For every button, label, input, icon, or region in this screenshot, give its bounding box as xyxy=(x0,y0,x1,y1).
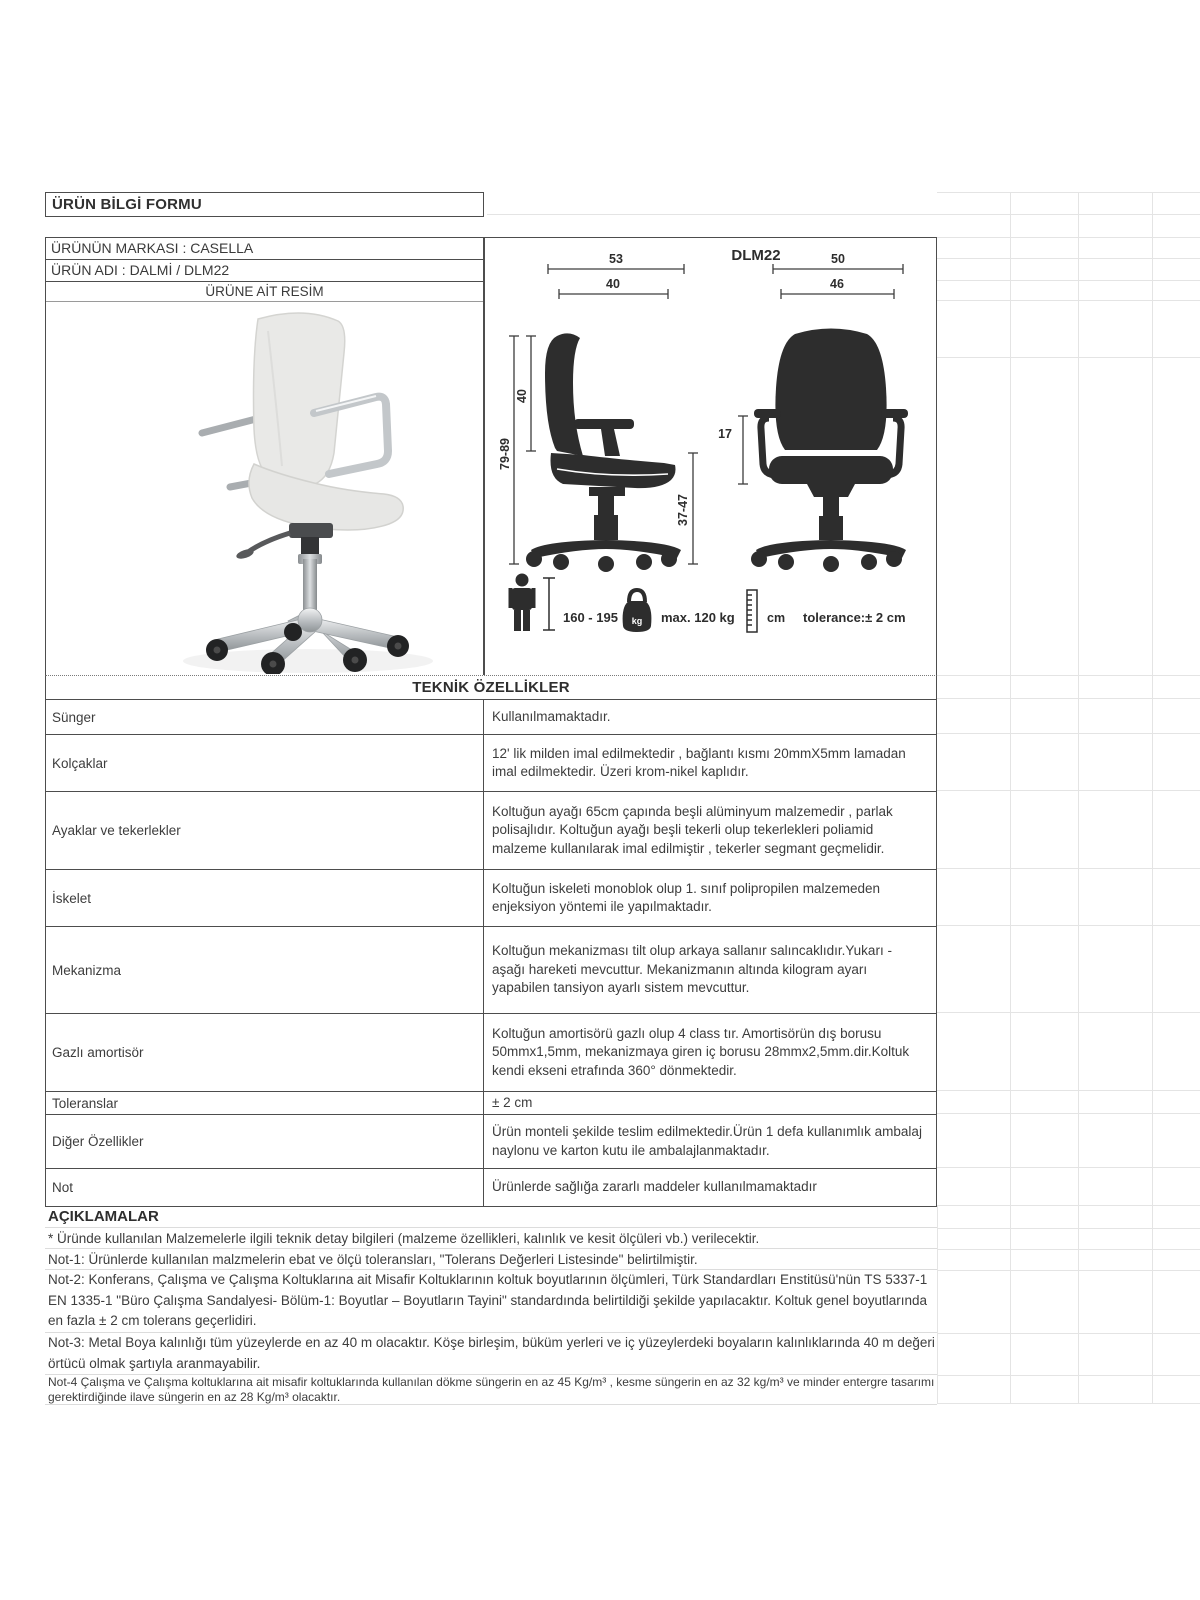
table-row xyxy=(46,700,936,735)
product-photo xyxy=(46,301,483,674)
row-value: Koltuğun mekanizması tilt olup arkaya sallanır salıncaklıdır.Yukarı - aşağı hareketi mevcuttur. Mekanizmanın altında kilogram ayarı yapabilen tansiyon ayarlı sistem mevcuttur. xyxy=(492,943,892,996)
grid-line xyxy=(937,1375,1200,1376)
note-item: Not-3: Metal Boya kalınlığı tüm yüzeylerde en az 40 m olacaktır. Köşe birleşim, büküm yerleri ve iç yüzeylerdeki boyaların kalınlıklarında 40 m değeri örtücü olmak şartıyla aranmayabilir. xyxy=(45,1333,937,1375)
row-label: Diğer Özellikler xyxy=(46,1115,484,1168)
table-row xyxy=(46,1115,936,1169)
grid-line xyxy=(937,1249,1200,1250)
chair-back-view xyxy=(751,329,908,573)
note-item: Not-2: Konferans, Çalışma ve Çalışma Koltuklarına ait Misafir Koltuklarının koltuk boyutlarının ölçümleri, Türk Standardları Enstitüsü'nün TS 5337-1 EN 1335-1 "Büro Çalışma Sandalyesi- Bölüm-1: Boyutlar – Boyutların Tayini" standardında belirtildiği şekilde yapılacaktır. Koltuk genel boyutlarında en fazla ± 2 cm tolerans geçerlidiri. xyxy=(45,1270,937,1333)
grid-line xyxy=(487,214,1200,215)
grid-line xyxy=(1078,192,1079,1403)
tech-specs-header: TEKNİK ÖZELLİKLER xyxy=(46,676,936,700)
row-label: Not xyxy=(46,1169,484,1206)
dim-lines-top xyxy=(548,264,903,299)
row-value: Ürünlerde sağlığa zararlı maddeler kullanılmamaktadır xyxy=(492,1179,817,1195)
dimension-drawing xyxy=(485,238,936,674)
grid-line xyxy=(937,1012,1200,1013)
grid-line xyxy=(937,1403,1200,1404)
max-weight-label: max. 120 kg xyxy=(661,610,735,625)
drawing-model-code: DLM22 xyxy=(731,247,781,264)
grid-line xyxy=(937,1205,1200,1206)
row-value: Kullanılmamaktadır. xyxy=(492,708,611,724)
dim-seat-height: 37-47 xyxy=(676,494,690,526)
row-label: Gazlı amortisör xyxy=(46,1014,484,1091)
grid-line xyxy=(937,1333,1200,1334)
dim-arm-height: 17 xyxy=(718,427,732,441)
grid-line xyxy=(937,675,1200,676)
weight-kettlebell-icon xyxy=(623,590,652,632)
grid-line xyxy=(937,1090,1200,1091)
dim-back-height: 40 xyxy=(515,389,529,403)
grid-line xyxy=(937,1113,1200,1114)
row-label: Toleranslar xyxy=(46,1092,484,1114)
notes-header: AÇIKLAMALAR xyxy=(45,1205,937,1228)
grid-line xyxy=(937,357,1200,358)
table-row xyxy=(46,1014,936,1092)
grid-line xyxy=(937,925,1200,926)
row-value: ± 2 cm xyxy=(492,1094,533,1110)
row-value: Koltuğun iskeleti monoblok olup 1. sınıf polipropilen malzemeden enjeksiyon yöntemi ile yapılmaktadır. xyxy=(492,880,880,914)
row-value: Ürün monteli şekilde teslim edilmektedir.Ürün 1 defa kullanımlık ambalaj naylonu ve karton kutu ile ambalajlanmaktadır. xyxy=(492,1124,922,1158)
ruler-icon xyxy=(747,590,757,632)
dim-side-width-inner: 40 xyxy=(606,277,620,291)
grid-line xyxy=(937,258,1200,259)
grid-line xyxy=(937,1228,1200,1229)
grid-line xyxy=(937,868,1200,869)
dim-side-width-outer: 53 xyxy=(609,252,623,266)
technical-drawing-box xyxy=(484,237,937,675)
dim-total-height: 79-89 xyxy=(498,438,512,470)
note-item: * Üründe kullanılan Malzemelerle ilgili teknik detay bilgileri (malzeme özellikleri, kalınlık ve kesit ölçüleri vb.) verilecektir. xyxy=(45,1228,937,1249)
tech-specs-table xyxy=(45,675,937,1207)
grid-line xyxy=(937,1270,1200,1271)
note-item: Not-1: Ürünlerde kullanılan malzmelerin ebat ve ölçü toleransları, "Tolerans Değerleri Listesinde" belirtilmiştir. xyxy=(45,1249,937,1270)
grid-line xyxy=(937,733,1200,734)
tolerance-label: tolerance:± 2 cm xyxy=(803,610,906,625)
gas-lift xyxy=(303,559,317,613)
table-row xyxy=(46,735,936,792)
table-row xyxy=(46,792,936,870)
grid-line xyxy=(937,790,1200,791)
grid-line xyxy=(1010,192,1011,1403)
chair-backrest-shell xyxy=(254,313,345,484)
form-title: ÜRÜN BİLGİ FORMU xyxy=(45,192,484,217)
brand-line: ÜRÜNÜN MARKASI : CASELLA xyxy=(46,238,483,260)
table-row xyxy=(46,1092,936,1115)
adjust-lever xyxy=(248,533,290,552)
table-row xyxy=(46,927,936,1014)
image-caption: ÜRÜNE AİT RESİM xyxy=(46,282,483,302)
table-row xyxy=(46,870,936,927)
grid-line xyxy=(937,192,1200,193)
note-item: Not-4 Çalışma ve Çalışma koltuklarına ait misafir koltuklarında kullanılan dökme süngerin en az 45 Kg/m³ , kesme süngerin en az 32 kg/m³ ve minder entergre tasarımı gerektirdiğinde ilave süngerin en az 28 Kg/m³ olacaktır. xyxy=(45,1375,937,1405)
grid-line xyxy=(937,1205,938,1403)
row-value: Koltuğun amortisörü gazlı olup 4 class tır. Amortisörün dış borusu 50mmx1,5mm, mekanizmaya giren iç borusu 28mmx2,5mm.dir.Koltuk kendi ekseni etrafında 360° dönmektedir. xyxy=(492,1025,910,1078)
table-row xyxy=(46,1169,936,1206)
row-label: Mekanizma xyxy=(46,927,484,1013)
row-value: Koltuğun ayağı 65cm çapında beşli alüminyum malzemedir , parlak polisajlıdır. Koltuğun ayağı beşli tekerli olup tekerlekleri poliamid malzeme kullanılarak imal edilmiştir , tekerler segmant geçmelidir. xyxy=(492,803,893,856)
gas-lift-top xyxy=(301,537,319,555)
notes-section xyxy=(45,1205,937,1405)
grid-line xyxy=(937,698,1200,699)
row-value: 12' lik milden imal edilmektedir , bağlantı kısmı 20mmX5mm lamadan imal edilmektedir. Üzeri krom-nikel kaplıdır. xyxy=(492,745,906,779)
dim-back-width-outer: 50 xyxy=(831,252,845,266)
chair-photo-illustration xyxy=(46,301,483,674)
grid-line xyxy=(937,300,1200,301)
grid-line xyxy=(937,280,1200,281)
person-height-label: 160 - 195 xyxy=(563,610,618,625)
chair-side-view xyxy=(526,333,681,572)
row-label: İskelet xyxy=(46,870,484,926)
dim-back-width-inner: 46 xyxy=(830,277,844,291)
grid-line xyxy=(1152,192,1153,1403)
grid-line xyxy=(937,237,1200,238)
dim-lines-vertical xyxy=(509,336,748,564)
seat-mechanism xyxy=(289,523,333,538)
unit-label: cm xyxy=(767,611,786,625)
row-label: Sünger xyxy=(46,700,484,734)
height-measure-line xyxy=(543,578,555,630)
row-label: Kolçaklar xyxy=(46,735,484,791)
product-name-line: ÜRÜN ADI : DALMİ / DLM22 xyxy=(46,260,483,282)
grid-line xyxy=(937,1167,1200,1168)
row-label: Ayaklar ve tekerlekler xyxy=(46,792,484,869)
person-height-icon xyxy=(509,574,536,632)
kg-icon-label: kg xyxy=(631,616,643,626)
product-info-box xyxy=(45,237,484,675)
